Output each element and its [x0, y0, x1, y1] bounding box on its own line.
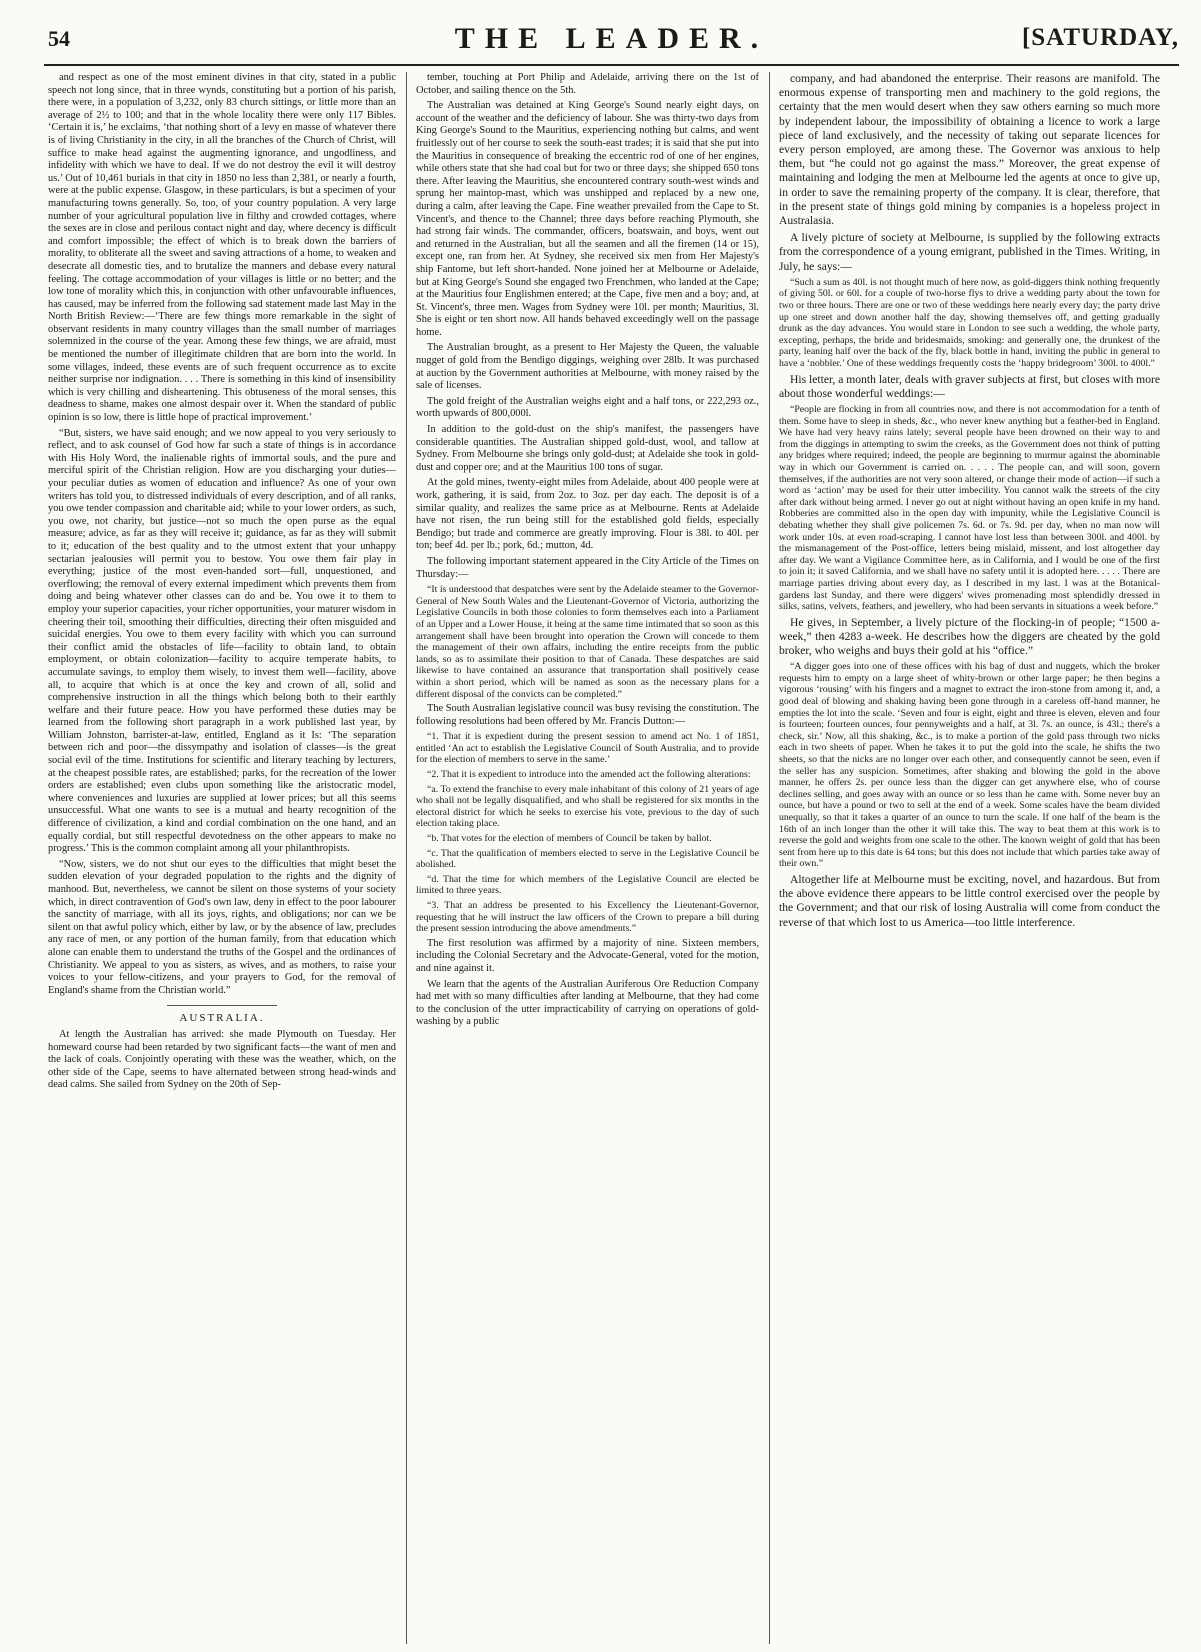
quoted-paragraph: “It is understood that despatches were sent by the Adelaide steamer to the Governor-General of New South Wales and the Lieutenant-Governor of Victoria, authorizing the Legislative Councils in both those colonies to form themselves each into a Parliament of an Upper and a Lower House, it being at the same time intimated that so soon as this arrangement shall have been brought into operation the Crown will concede to them the management of their own affairs, including the entire receipts from the public lands, so as to assimilate their position to that of Canada. These despatches are said likewise to have contained an assurance that transportation shall positively cease within a short period, which will be named as soon as the necessary plans for a different disposal of the convicts can be completed.”: [416, 584, 759, 700]
resolution-item: “b. That votes for the election of members of Council be taken by ballot.: [427, 833, 712, 845]
paragraph: His letter, a month later, deals with graver subjects at first, but closes with more about those wonderful weddings:—: [779, 372, 1160, 400]
resolution-item: “a. To extend the franchise to every male inhabitant of this colony of 21 years of age who shall not be legally disqualified, and who shall be registered for six months in the electoral district for which he seeks to exercise his vote, previous to the day of such election taking place.: [416, 783, 759, 830]
column-3: [779, 72, 1160, 1644]
issue-day: [SATURDAY,: [1021, 24, 1179, 51]
paragraph: The following important statement appeared in the City Article of the Times on Thursday:—: [416, 555, 759, 580]
paragraph: In addition to the gold-dust on the ship's manifest, the passengers have considerable quantities. The Australian shipped gold-dust, wool, and tallow at Sydney. From Melbourne she brings only gold-dust; at Adelaide she took in gold-dust and copper ore; and at the Mauritius 100 tons of sugar.: [416, 424, 759, 473]
paragraph: company, and had abandoned the enterprise. Their reasons are manifold. The enormous expense of transporting men and machinery to the gold regions, the certainty that the men would desert when they saw others earning so much more by independent labour, the impossibility of obtaining a licence to work a large piece of land exclusively, and the necessity of taking out separate licences for every person employed, are among these. The Governor was anxious to help them, but “he could not go against the mass.” Moreover, the great expense of maintaining and lodging the men at Melbourne led the agents at once to give up, in order to save the remaining property of the company. It is clear, therefore, that in the present state of things gold mining by companies is a hopeless project in Australasia.: [779, 72, 1160, 228]
paragraph: A lively picture of society at Melbourne, is supplied by the following extracts from the correspondence of a young emigrant, published in the Times. Writing, in July, he says:—: [779, 231, 1160, 273]
column-2: [416, 72, 759, 1644]
paragraph: He gives, in September, a lively picture of the flocking-in of people; “1500 a-week,” then 4283 a-week. He describes how the diggers are cheated by the gold broker, who weighs and buys their gold at his “office.”: [779, 615, 1160, 658]
paragraph: and respect as one of the most eminent divines in that city, stated in a public speech not long since, that in three wynds, constituting but a portion of his parish, there were, in a population of 3,232, only 83 church sittings, or little more than an average of 2½ to 100; and that in the whole locality there were only 117 Bibles. ‘Certain it is,’ he exclaims, ‘that nothing short of a levy en masse of whatever there is of living Christianity in the city, in all the branches of the Church of Christ, will suffice to make head against the augmenting ignorance, and ungodliness, and infidelity with which we have to deal. If we do not destroy the evil it will destroy us.’ Out of 10,461 burials in that city in 1850 no less than 2,381, or nearly a fourth, were at the public expense. Glasgow, in these particulars, is but a specimen of your manufacturing towns generally. So, too, of your country population. A very large number of your agricultural population live in filthy and crowded cottages, where the sexes are in close and perilous contact night and day, where decency is difficult and comfort impossible; the effect of which is to break down the barriers of morality, to obliterate all the sweet and saving attractions of a home, to weaken and desecrate all domestic ties, and to brutalize the manners and debase every natural feeling. The cottage accommodation of your villages is little or no better; and the low tone of morality which this, in conjunction with other unfavourable influences, has caused, may be inferred from the following sad statement made last May in the North British Review:—‘There are few things more remarkable in the sight of observant residents in many country villages than the small number of marriages solemnized in the course of the year. Among these few things, we are afraid, must be mentioned the number of illegitimate children that are born into the world. In some villages, indeed, these events are of such frequent occurrence as to excite neither surprise nor indignation. . . . There is something in this kind of insensibility which is very chilling and disheartening. This obtuseness of the moral senses, this deadness to shame, makes one almost despair over it. When the standard of public opinion is so low, there is little hope of practical improvement.’: [48, 72, 396, 424]
column-rule: [769, 72, 770, 1644]
paragraph: The Australian brought, as a present to Her Majesty the Queen, the valuable nugget of gold from the Bendigo diggings, weighing over 28lb. It was purchased at auction by the Government authorities at Melbourne, with money raised by the sale of licenses.: [416, 342, 759, 392]
resolution-item: “3. That an address be presented to his Excellency the Lieutenant-Governor, requesting that he will instruct the law officers of the Crown to prepare a bill during the present session introducing the above amendments.”: [416, 900, 759, 935]
paragraph: The gold freight of the Australian weighs eight and a half tons, or 222,293 oz., worth upwards of 800,000l.: [416, 395, 759, 420]
paragraph: The first resolution was affirmed by a majority of nine. Sixteen members, including the Colonial Secretary and the Advocate-General, voted for the motion, and nine against it.: [416, 937, 759, 974]
quoted-paragraph: “Such a sum as 40l. is not thought much of here now, as gold-diggers think nothing frequently of giving 50l. or 60l. for a couple of two-horse flys to drive a wedding party about the town for two or three hours. There are one or two of these weddings here nearly every day; the party drive up one street and down another half the day, showing themselves off, and getting gradually drunk as the day advances. You would stare in London to see such a wedding, the whole party, excepting, perhaps, the bride and bridesmaids, smoking: and generally one, the drunkest of the party, leaning half over the back of the fly, black bottle in hand, inviting the public in general to have a ‘nobbler.’ One of these weddings frequently costs the ‘happy bridegroom’ 300l. to 400l.”: [779, 276, 1160, 369]
section-rule: [167, 1005, 277, 1006]
paragraph: tember, touching at Port Philip and Adelaide, arriving there on the 1st of October, and sailing thence on the 5th.: [416, 72, 759, 96]
paragraph: At the gold mines, twenty-eight miles from Adelaide, about 400 people were at work, gathering, it is said, from 2oz. to 3oz. per day each. The deposit is of a similar quality, and realizes the same price as at Melbourne. Rents at Adelaide have not risen, the run being still for the established gold fields, especially Bendigo; but trade and commerce are greatly improving. Flour is 38l. to 40l. per ton; beef 4d. per lb.; pork, 6d.; mutton, 4d.: [416, 477, 759, 552]
paragraph: The Australian was detained at King George's Sound nearly eight days, on account of the weather and the deficiency of labour. She was thirty-two days from King George's Sound to the Mauritius, experiencing nothing but calms, and went fruitlessly out of her course to seek the south-east trades; it is said that she put into the Mauritius in consequence of breaking the eccentric rod of one of her engines, while others state that she had coal but for two or three days; she shipped 650 tons there. After leaving the Mauritius, she encountered contrary south-west winds and sprung her maintop-mast, which was unshipped and replaced by a new one, during a calm, after leaving the Cape. Fine weather prevailed from the Cape to St. Vincent's, and thence to the Channel; three days before reaching Plymouth, she had strong fair winds. The commander, officers, boatswain, and boys, went out and returned in the Australian, but all the seamen and all the firemen (14 or 15), except one, ran from her. At Sydney, she received six men from Her Majesty's ship Fantome, but left short-handed. None joined her at Melbourne or Adelaide, but at King George's Sound she engaged two Frenchmen, who landed at the Cape; at the Mauritius four Englishmen entered; at the Cape, five men and a boy; and, at St. Vincent's, three men. Wages from Sydney were 10l. per month; Mauritius, 3l. She is eight or ten short now. All hands behaved exceedingly well on the passage home.: [416, 100, 759, 338]
section-heading: AUSTRALIA.: [179, 1012, 265, 1025]
page-number: 54: [48, 26, 70, 51]
paragraph: The South Australian legislative council was busy revising the constitution. The following resolutions had been offered by Mr. Francis Dutton:—: [416, 703, 759, 727]
paragraph: “But, sisters, we have said enough; and we now appeal to you very seriously to reflect, and to ask counsel of God how far such a state of things is in accordance with His Holy Word, the inalienable rights of immortal souls, and the pure and merciful spirit of the Christian religion. How are you discharging your duties—your peculiar duties as women of education and influence? As one of your own writers has told you, to distressed individuals of every description, and of all ranks, you owe tender compassion and charitable aid; while to your lower orders, as such, you owe, not charity, but justice—not so much the open purse as the equal measure; advice, as far as they will receive it; guidance, as far as they will submit to it; education of the best quality and to the utmost extent that your unhappy sectarian jealousies will permit you to bestow. You owe them fair play in everything; justice of the most even-handed sort—full, unquestioned, and overflowing; the removal of every external impediment which prevents them from doing and being whatever other classes can do and be. You owe it to them to employ your superior capacities, your richer opportunities, your maturer wisdom in cheering their toil, smoothing their difficulties, directing their often misguided and suicidal energies. You owe to them every facility with which you can surround their conflict amid the obstacles of life—facility to obtain land, to obtain employment, or obtain colonization—facility to acquire temperate habits, to accumulate savings, to employ them wisely, to invest them well—facility, above all, to acquire that which is at once the key and crown of all, solid and comprehensive instruction in all the things which belong both to their earthly welfare and their future peace. How you have performed these duties may be learned from the following short paragraph in a work published last year, by William Johnston, barrister-at-law, entitled, England as it Is: ‘The separation between rich and poor—the dissympathy and isolation of classes—is the great social evil of the time. Institutions for scientific and literary teaching by lecturers, at the cheapest possible rates, are established; parks, for the recreation of the lower orders are established; even clubs upon something like the aristocratic model, where conveniences and luxuries are supplied at lower prices; but all this seems unsuccessful. What one wants to see is a mutual and hearty recognition of the difference of civilization, a kind and cordial combination on the one hand, and an equally cordial, but still respectful devotedness on the other appears to make no progress.’ This is the common complaint among all your philanthropists.: [48, 427, 396, 855]
resolution-item: “1. That it is expedient during the present session to amend act No. 1 of 1851, entitled ‘An act to establish the Legislative Council of South Australia, and to provide for the election of members to serve in the same.’: [416, 731, 759, 766]
paragraph: Altogether life at Melbourne must be exciting, novel, and hazardous. But from the above evidence there appears to be little control exercised over the people by the Government; and that our risk of losing Australia will come from conduct the reverse of that which lost to us America—too little interference.: [779, 872, 1160, 929]
column-rule: [406, 72, 407, 1644]
masthead-title: THE LEADER.: [454, 22, 769, 55]
resolution-item: “c. That the qualification of members elected to serve in the Legislative Council be abolished.: [416, 847, 759, 871]
paragraph: We learn that the agents of the Australian Auriferous Ore Reduction Company had met with so many difficulties after landing at Melbourne, that they had come to the conclusion of the utter impracticability of carrying on operations of gold-washing by a public: [416, 978, 759, 1028]
resolution-item: “2. That it is expedient to introduce into the amended act the following alterations:: [427, 769, 751, 781]
header-rule: [44, 64, 1179, 66]
resolution-item: “d. That the time for which members of the Legislative Council are elected be limited to three years.: [416, 873, 759, 897]
quoted-paragraph: “A digger goes into one of these offices with his bag of dust and nuggets, which the broker requests him to empty on a large sheet of whity-brown or other large paper; he then begins a vigorous ‘rousing’ with his fingers and a magnet to extract the iron-stone from among it, and, a good deal of blowing and shaking having been gone through in a careless off-hand manner, he empties the lot into the scale. ‘Seven and four is eight, eight and three is eleven, eleven and four is fourteen; fourteen ounces, four pennyweights and a half, at 3l. 7s. an ounce, is 43l.; there's a check, sir.’ Now, all this shaking, &c., is to make a portion of the gold pass through two nicks each in two sheets of paper. When he takes it to put the gold into the scale, he shifts the two sheets, so that the nicks are no longer over each other, and consequently cannot be seen, even if the seller has any suspicion. Sometimes, after shaking and blowing the gold in the above manner, he offers 2s. per ounce less than the digger can get anywhere else, who of course declines selling, and goes away with an ounce or so less than he came with. Some never buy an ounce, but have a pound or two to sell at the end of a week. Some scales have the beam divided unequally, so that it takes a quarter of an ounce to turn the scale. If one half of the beam is the 16th of an inch longer than the other it will take this. The way to beat them at this work is to reverse the gold and weights from one scale to the other. The known weight of gold that has been sent from here up to this date is 64 tons; but this does not include that which parties take away of their own.”: [779, 661, 1160, 870]
page-header: [44, 14, 1179, 64]
paragraph: “Now, sisters, we do not shut our eyes to the difficulties that might beset the sudden elevation of your degraded population to the rights and the dignity of manhood. But, nevertheless, we cannot be silent on those systems of your society which, in direct contravention of God's own law, deny in effect to the poor labourer the sanctity of marriage, with all its joys, rights, and obligations; nor can we be silent on that awful policy which, either by law, or by the absence of law, precludes any race of men, or any portion of the human family, from that education which alone can enable them to understand the truths of the Gospel and the ordinances of Christianity. We appeal to you as sisters, as wives, and as mothers, to raise your voices to your fellow-citizens, and your prayers to God, for the removal of England's shame from the Christian world.”: [48, 858, 396, 996]
quoted-paragraph: “People are flocking in from all countries now, and there is not accommodation for a tenth of them. Some have to sleep in sheds, &c., who never knew anything but a feather-bed in England. We have had very heavy rains lately; several people have been drowned on their way to and from the diggings in attempting to swim the creeks, as the Government does not think of putting any bridges where required; indeed, the people are beginning to murmur against the abominable way in which our Government is carried on. . . . . The people can, and will soon, govern themselves, if the authorities are not very soon altered, or change their mode of action—if such a word as ‘action’ may be used for their utter imbecility. You cannot walk the streets of the city after dark without being armed. I never go out at night without having an open knife in my hand. Robberies are committed also in the open day with impunity, while the Legislative Council is debating whether they shall give policemen 7s. 6d. or 7s. 9d. per day, when no man now will work under 10s. at even road-scraping. I cannot have lost less than between 300l. and 400l. by the mismanagement of the Post-office, letters being mislaid, missent, and lost altogether day after day. We want a Vigilance Committee here, as in California, and I would be one of the first to join it; it saved California, and we shall have no safety until it is adopted here. . . . . There are marriage parties driving about every day, as I described in my last. I was at the Botanical-gardens last Sunday, and there were diggers' wives promenading most splendidly dressed in silks, satins, velvets, feathers, and jewellery, who had been servants in situations a week before.”: [779, 404, 1160, 613]
column-1: [48, 72, 396, 1644]
paragraph: At length the Australian has arrived: she made Plymouth on Tuesday. Her homeward course had been retarded by two significant facts—the want of men and the lack of coals. Conjointly operating with these was the weather, which, on the other side of the Cape, seems to have alternated between strong head-winds and dead calms. She sailed from Sydney on the 20th of Sep-: [48, 1028, 396, 1091]
